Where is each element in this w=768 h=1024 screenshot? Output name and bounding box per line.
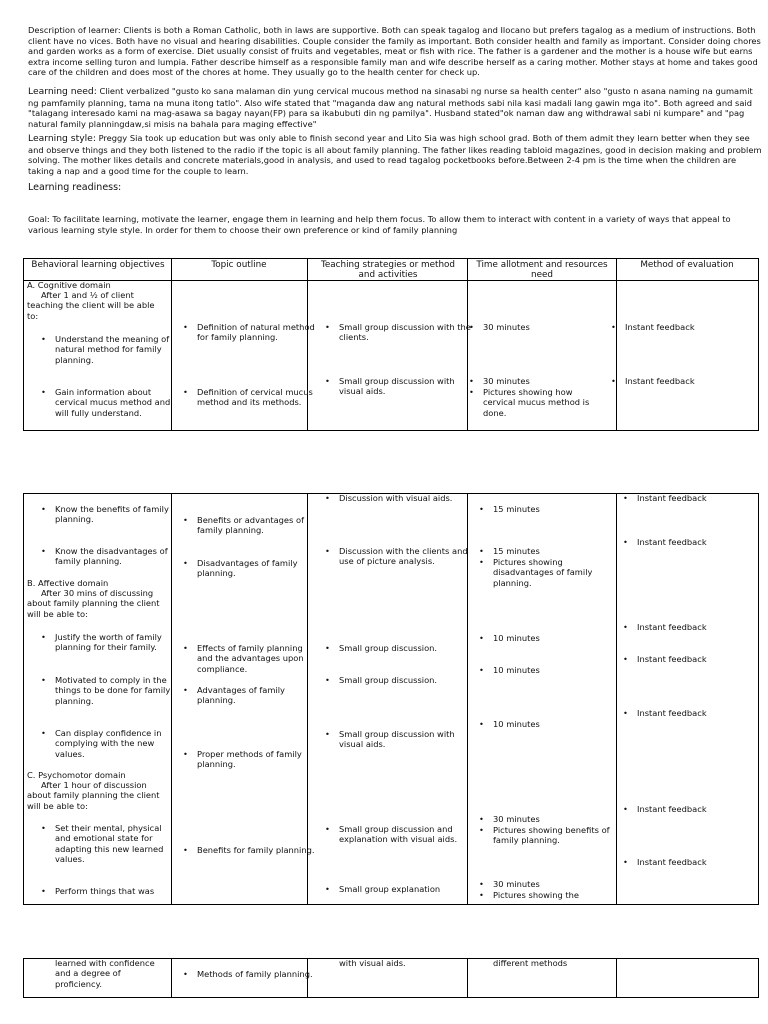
topic-benefits-family-planning: • Benefits for family planning. xyxy=(183,845,315,855)
strategy-continued: with visual aids. xyxy=(339,958,406,968)
objective-display-confidence: • Can display confidence in complying with the new values. xyxy=(41,728,177,759)
strategy-small-group-discussion: • Small group discussion. xyxy=(325,675,475,685)
resource-continued: different methods xyxy=(493,958,568,968)
psychomotor-domain-title: C. Psychomotor domain xyxy=(27,770,126,780)
objective-continued: learned with confidence and a degree of proficiency. xyxy=(55,958,155,989)
time-10-minutes: • 10 minutes xyxy=(479,665,627,675)
evaluation-instant-feedback: • Instant feedback xyxy=(623,857,767,867)
strategy-discussion-picture-analysis: • Discussion with the clients and use of picture analysis. xyxy=(325,546,469,567)
header-strategies: Teaching strategies or method and activities xyxy=(321,260,455,280)
resource-pictures-disadvantages: • Pictures showing disadvantages of family planning. xyxy=(479,557,623,588)
learning-need-label: Learning need: xyxy=(28,86,97,97)
objective-know-disadvantages: • Know the disadvantages of family planning. xyxy=(41,546,177,567)
learning-need-paragraph xyxy=(28,86,763,129)
objective-cervical-mucus: • Gain information about cervical mucus method and will fully understand. xyxy=(41,387,177,418)
strategy-discussion-explanation-visual-aids: • Small group discussion and explanation with visual aids. xyxy=(325,824,475,845)
description-label: Description of learner: xyxy=(28,25,121,35)
evaluation-instant-feedback: • Instant feedback xyxy=(611,322,765,332)
objective-know-benefits: • Know the benefits of family planning. xyxy=(41,504,177,525)
header-evaluation: Method of evaluation xyxy=(640,260,734,270)
evaluation-instant-feedback: • Instant feedback xyxy=(611,376,765,386)
evaluation-instant-feedback: • Instant feedback xyxy=(623,493,767,503)
goal-label: Goal: xyxy=(28,214,50,224)
time-15-minutes: • 15 minutes xyxy=(479,504,627,514)
header-topic-outline: Topic outline xyxy=(211,260,267,270)
resource-pictures-cervical-mucus: • Pictures showing how cervical mucus method is done. xyxy=(469,387,595,418)
description-text: Clients is both a Roman Catholic, both in laws are supportive. Both can speak tagalog and Ilocano but prefers tagalog as a medium of instructions. Both client have no vices. Both have no visual and hearing disabilities. Couple consider the family as important. Both consider health and family as important. Consider doing chores and garden works as a form of exercise. Diet usually consist of fruits and vegetables, meat or fish with rice. The father is a gardener and the mother is a house wife but earns extra income selling turon and lumpia. Father describe himself as a responsible family man and wife describe herself as a caring mother. Mother stays at home and takes good care of the children and does most of the chores at home. They usually go to the health center for check up. xyxy=(28,25,761,78)
learning-need-text: Client verbalized "gusto ko sana malaman din yung cervical mucous method na sinasabi ng nurse sa health center" also "gusto n asana naming na gumamit ng pamfamily planning, tama na muna itong tatlo". Also wife stated that "maganda daw ang natural methods sabi nila kasi madali lang gawin mga ito". Both agreed and said "talagang interesado kami na mag-asawa sa bagay nayan(FP) para sa ikabubuti din ng pamilya". Husband stated"ok naman daw ang withdrawal sabi ni kumpare" and "pag natural family planningdaw,si misis na bahala para maging effective" xyxy=(28,86,753,129)
affective-domain-intro: After 30 mins of discussing about family planning the client will be able to: xyxy=(27,588,160,619)
evaluation-instant-feedback: • Instant feedback xyxy=(623,804,767,814)
time-10-minutes: • 10 minutes xyxy=(479,719,627,729)
evaluation-instant-feedback: • Instant feedback xyxy=(623,708,767,718)
topic-methods-family-planning: • Methods of family planning. xyxy=(183,969,315,979)
topic-definition-natural-method: • Definition of natural method for family planning. xyxy=(183,322,315,343)
objective-understand-natural-method: • Understand the meaning of natural method for family planning. xyxy=(41,334,177,365)
learning-style-text: Preggy Sia took up education but was only able to finish second year and Lito Sia was high school grad. Both of them admit they learn better when they see and observe things and they both listened to the radio if the topic is all about family planning. The father likes reading tabloid magazines, good in decision making and problem solving. The mother likes details and concrete materials,good in analysis, and used to read tagalog pocketbooks before.Between 2-4 pm is the time when the children are taking a nap and a good time for the couple to learn. xyxy=(28,133,762,176)
objective-justify-worth: • Justify the worth of family planning for their family. xyxy=(41,632,177,653)
learning-style-paragraph xyxy=(28,133,763,176)
goal-text: To facilitate learning, motivate the learner, engage them in learning and help them focus. To allow them to interact with content in a variety of ways that appeal to various learning style style. In order for them to choose their own preference or kind of family planning xyxy=(28,214,731,235)
learning-readiness-heading: Learning readiness: xyxy=(28,182,122,193)
affective-domain-title: B. Affective domain xyxy=(27,578,109,588)
strategy-discussion-visual-aids: • Discussion with visual aids. xyxy=(325,493,475,503)
description-paragraph xyxy=(28,25,763,78)
goal-paragraph xyxy=(28,214,763,235)
topic-disadvantages: • Disadvantages of family planning. xyxy=(183,558,315,579)
strategy-group-discussion-visual-aids: • Small group discussion with visual aids. xyxy=(325,729,475,750)
strategy-small-group-explanation: • Small group explanation xyxy=(325,884,475,894)
topic-advantages-family-planning: • Advantages of family planning. xyxy=(183,685,315,706)
lesson-plan-table-part-2 xyxy=(23,493,761,905)
strategy-small-group-discussion: • Small group discussion with the clients. xyxy=(325,322,475,343)
resource-pictures-showing: • Pictures showing the xyxy=(479,890,623,900)
evaluation-instant-feedback: • Instant feedback xyxy=(623,654,767,664)
time-30-minutes: • 30 minutes xyxy=(469,322,623,332)
topic-definition-cervical-mucus: • Definition of cervical mucus method and its methods. xyxy=(183,387,315,408)
resource-pictures-benefits: • Pictures showing benefits of family planning. xyxy=(479,825,623,846)
learning-style-label: Learning style: xyxy=(28,133,96,144)
evaluation-instant-feedback: • Instant feedback xyxy=(623,537,767,547)
topic-benefits-advantages: • Benefits or advantages of family planning. xyxy=(183,515,315,536)
lesson-plan-table-part-1 xyxy=(23,258,761,431)
strategy-small-group-discussion: • Small group discussion. xyxy=(325,643,475,653)
time-30-minutes: • 30 minutes xyxy=(479,879,627,889)
strategy-group-discussion-visual-aids: • Small group discussion with visual aids. xyxy=(325,376,475,397)
header-time-allotment: Time allotment and resources need xyxy=(476,260,608,280)
topic-effects-family-planning: • Effects of family planning and the advantages upon compliance. xyxy=(183,643,315,674)
objective-perform-things: • Perform things that was xyxy=(41,886,177,896)
evaluation-instant-feedback: • Instant feedback xyxy=(623,622,767,632)
header-objectives: Behavioral learning objectives xyxy=(31,260,165,270)
topic-proper-methods: • Proper methods of family planning. xyxy=(183,749,315,770)
lesson-plan-table-part-3 xyxy=(23,958,761,998)
time-30-minutes: • 30 minutes xyxy=(469,376,623,386)
cognitive-domain-intro: After 1 and ½ of client teaching the client will be able to: xyxy=(27,290,155,321)
psychomotor-domain-intro: After 1 hour of discussion about family planning the client will be able to: xyxy=(27,780,160,811)
time-10-minutes: • 10 minutes xyxy=(479,633,627,643)
time-15-minutes: • 15 minutes xyxy=(479,546,627,556)
objective-set-mental-state: • Set their mental, physical and emotional state for adapting this new learned values. xyxy=(41,823,177,865)
time-30-minutes: • 30 minutes xyxy=(479,814,627,824)
cognitive-domain-title: A. Cognitive domain xyxy=(27,280,111,290)
objective-motivated-to-comply: • Motivated to comply in the things to be done for family planning. xyxy=(41,675,177,706)
